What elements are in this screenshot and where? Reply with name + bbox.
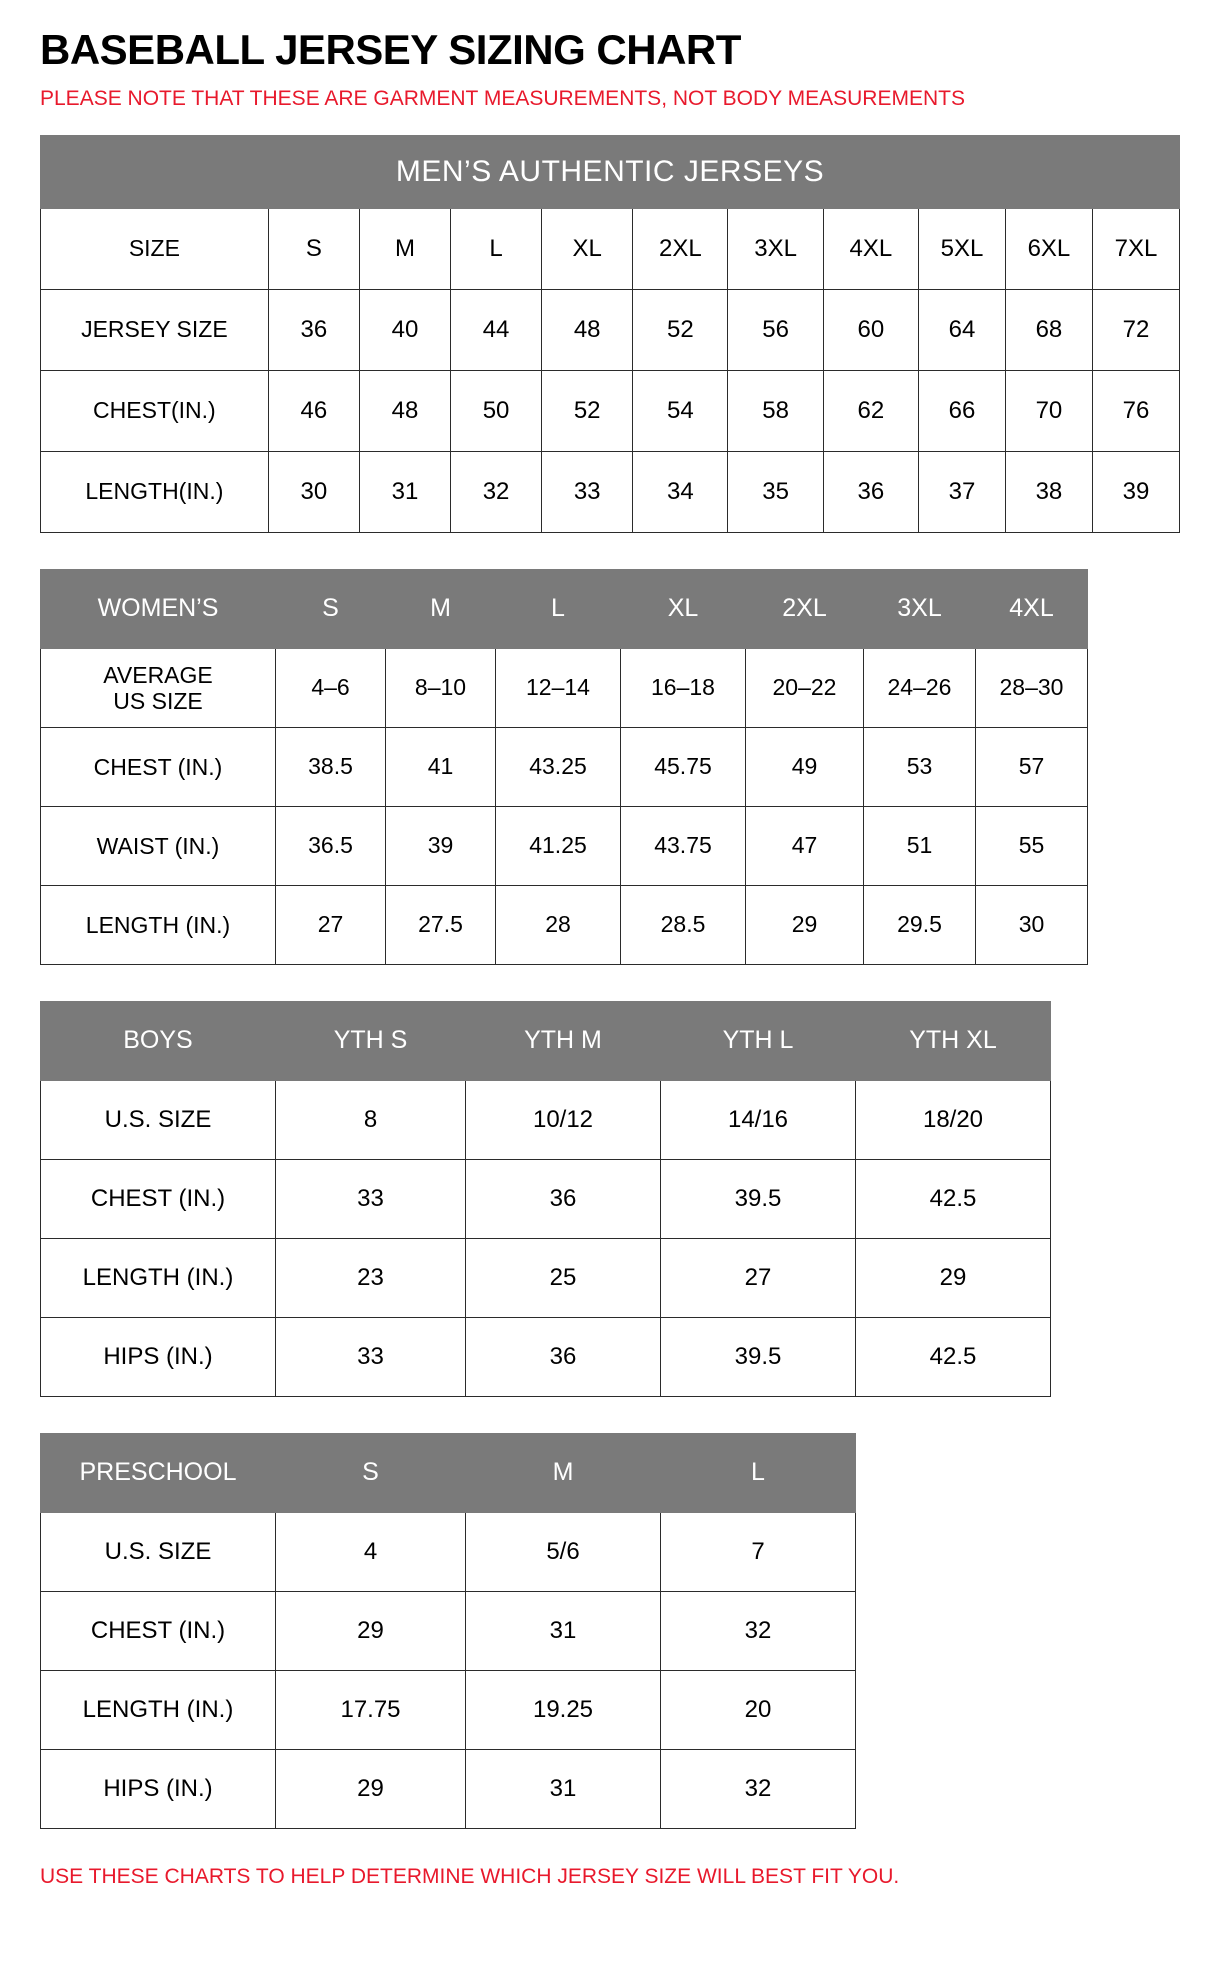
cell: 43.25 [496,727,621,806]
mens-row-label-length: LENGTH(IN.) [41,451,269,532]
cell: 48 [359,370,450,451]
boys-size-yth-l: YTH L [661,1001,856,1080]
cell: 70 [1005,370,1092,451]
mens-banner-label: MEN’S AUTHENTIC JERSEYS [41,135,1180,208]
womens-size-l: L [496,569,621,648]
mens-chart-block [40,135,1180,533]
preschool-size-l: L [661,1433,856,1512]
garment-measurement-note: PLEASE NOTE THAT THESE ARE GARMENT MEASUREMENTS, NOT BODY MEASUREMENTS [40,87,965,111]
cell: 42.5 [856,1317,1051,1396]
cell: 31 [466,1749,661,1828]
cell: 25 [466,1238,661,1317]
cell: 31 [466,1591,661,1670]
womens-size-2xl: 2XL [746,569,864,648]
cell: 7 [661,1512,856,1591]
cell: 52 [633,289,728,370]
cell: 36 [466,1317,661,1396]
cell: 19.25 [466,1670,661,1749]
cell: 36.5 [276,806,386,885]
cell: 28–30 [976,648,1088,727]
mens-banner-row [41,135,1180,208]
mens-header-row [41,208,1180,289]
preschool-size-m: M [466,1433,661,1512]
boys-row-label-hips: HIPS (IN.) [41,1317,276,1396]
mens-size-m: M [359,208,450,289]
boys-section-label: BOYS [41,1001,276,1080]
boys-sizing-table [40,1001,1051,1397]
cell: 20 [661,1670,856,1749]
cell: 41.25 [496,806,621,885]
cell: 27 [661,1238,856,1317]
boys-row-label-chest: CHEST (IN.) [41,1159,276,1238]
cell: 47 [746,806,864,885]
cell: 53 [864,727,976,806]
mens-size-6xl: 6XL [1005,208,1092,289]
preschool-section-label: PRESCHOOL [41,1433,276,1512]
cell: 29.5 [864,885,976,964]
womens-row-label-chest: CHEST (IN.) [41,727,276,806]
footer-note: USE THESE CHARTS TO HELP DETERMINE WHICH JERSEY SIZE WILL BEST FIT YOU. [40,1864,900,1888]
boys-row-label-us-size: U.S. SIZE [41,1080,276,1159]
boys-size-yth-s: YTH S [276,1001,466,1080]
cell: 45.75 [621,727,746,806]
cell: 31 [359,451,450,532]
cell: 44 [451,289,542,370]
cell: 24–26 [864,648,976,727]
mens-size-l: L [451,208,542,289]
cell: 29 [856,1238,1051,1317]
cell: 33 [276,1159,466,1238]
cell: 39 [1092,451,1179,532]
boys-size-yth-xl: YTH XL [856,1001,1051,1080]
cell: 41 [386,727,496,806]
cell: 68 [1005,289,1092,370]
table-row [41,727,1088,806]
cell: 32 [451,451,542,532]
cell: 4 [276,1512,466,1591]
cell: 32 [661,1749,856,1828]
mens-row-label-jersey-size: JERSEY SIZE [41,289,269,370]
cell: 17.75 [276,1670,466,1749]
cell: 35 [728,451,823,532]
cell: 29 [276,1591,466,1670]
cell: 58 [728,370,823,451]
table-row [41,1238,1051,1317]
mens-size-7xl: 7XL [1092,208,1179,289]
womens-header-row [41,569,1088,648]
womens-size-xl: XL [621,569,746,648]
cell: 40 [359,289,450,370]
page-title: BASEBALL JERSEY SIZING CHART [40,26,741,73]
boys-size-yth-m: YTH M [466,1001,661,1080]
cell: 55 [976,806,1088,885]
cell: 57 [976,727,1088,806]
cell: 33 [276,1317,466,1396]
cell: 50 [451,370,542,451]
womens-section-label: WOMEN’S [41,569,276,648]
cell: 4–6 [276,648,386,727]
preschool-size-s: S [276,1433,466,1512]
cell: 29 [276,1749,466,1828]
boys-row-label-length: LENGTH (IN.) [41,1238,276,1317]
cell: 10/12 [466,1080,661,1159]
mens-size-4xl: 4XL [823,208,918,289]
preschool-row-label-length: LENGTH (IN.) [41,1670,276,1749]
cell: 33 [542,451,633,532]
mens-size-2xl: 2XL [633,208,728,289]
cell: 34 [633,451,728,532]
womens-row-label-average-us-size [41,648,276,727]
cell: 36 [466,1159,661,1238]
womens-average-label-line2: US SIZE [113,687,203,714]
mens-size-5xl: 5XL [918,208,1005,289]
womens-size-m: M [386,569,496,648]
cell: 54 [633,370,728,451]
cell: 38.5 [276,727,386,806]
womens-row-label-length: LENGTH (IN.) [41,885,276,964]
boys-chart-block [40,1001,1180,1397]
cell: 64 [918,289,1005,370]
preschool-row-label-chest: CHEST (IN.) [41,1591,276,1670]
preschool-header-row [41,1433,856,1512]
cell: 72 [1092,289,1179,370]
cell: 36 [823,451,918,532]
womens-size-4xl: 4XL [976,569,1088,648]
cell: 27 [276,885,386,964]
cell: 38 [1005,451,1092,532]
table-row [41,1591,856,1670]
womens-chart-block [40,569,1180,965]
mens-sizing-table [40,135,1180,533]
preschool-sizing-table [40,1433,856,1829]
cell: 46 [268,370,359,451]
womens-average-label-line1: AVERAGE [103,661,213,688]
cell: 30 [268,451,359,532]
cell: 36 [268,289,359,370]
cell: 39.5 [661,1159,856,1238]
table-row [41,1670,856,1749]
cell: 8 [276,1080,466,1159]
mens-size-label: SIZE [41,208,269,289]
cell: 12–14 [496,648,621,727]
cell: 56 [728,289,823,370]
cell: 52 [542,370,633,451]
cell: 32 [661,1591,856,1670]
cell: 27.5 [386,885,496,964]
cell: 23 [276,1238,466,1317]
table-row [41,289,1180,370]
table-row [41,1080,1051,1159]
cell: 42.5 [856,1159,1051,1238]
boys-header-row [41,1001,1051,1080]
cell: 8–10 [386,648,496,727]
table-row [41,1159,1051,1238]
cell: 30 [976,885,1088,964]
mens-size-3xl: 3XL [728,208,823,289]
cell: 60 [823,289,918,370]
cell: 51 [864,806,976,885]
cell: 62 [823,370,918,451]
womens-sizing-table [40,569,1088,965]
table-row [41,648,1088,727]
cell: 37 [918,451,1005,532]
table-row [41,806,1088,885]
table-row [41,1749,856,1828]
cell: 20–22 [746,648,864,727]
cell: 18/20 [856,1080,1051,1159]
cell: 66 [918,370,1005,451]
womens-row-label-waist: WAIST (IN.) [41,806,276,885]
cell: 39 [386,806,496,885]
table-row [41,370,1180,451]
table-row [41,885,1088,964]
cell: 39.5 [661,1317,856,1396]
cell: 76 [1092,370,1179,451]
cell: 43.75 [621,806,746,885]
preschool-row-label-us-size: U.S. SIZE [41,1512,276,1591]
table-row [41,451,1180,532]
cell: 5/6 [466,1512,661,1591]
preschool-chart-block [40,1433,1180,1829]
mens-size-s: S [268,208,359,289]
cell: 48 [542,289,633,370]
table-row [41,1317,1051,1396]
cell: 28 [496,885,621,964]
cell: 29 [746,885,864,964]
cell: 49 [746,727,864,806]
womens-size-s: S [276,569,386,648]
cell: 14/16 [661,1080,856,1159]
mens-size-xl: XL [542,208,633,289]
cell: 16–18 [621,648,746,727]
cell: 28.5 [621,885,746,964]
table-row [41,1512,856,1591]
mens-row-label-chest: CHEST(IN.) [41,370,269,451]
preschool-row-label-hips: HIPS (IN.) [41,1749,276,1828]
womens-size-3xl: 3XL [864,569,976,648]
